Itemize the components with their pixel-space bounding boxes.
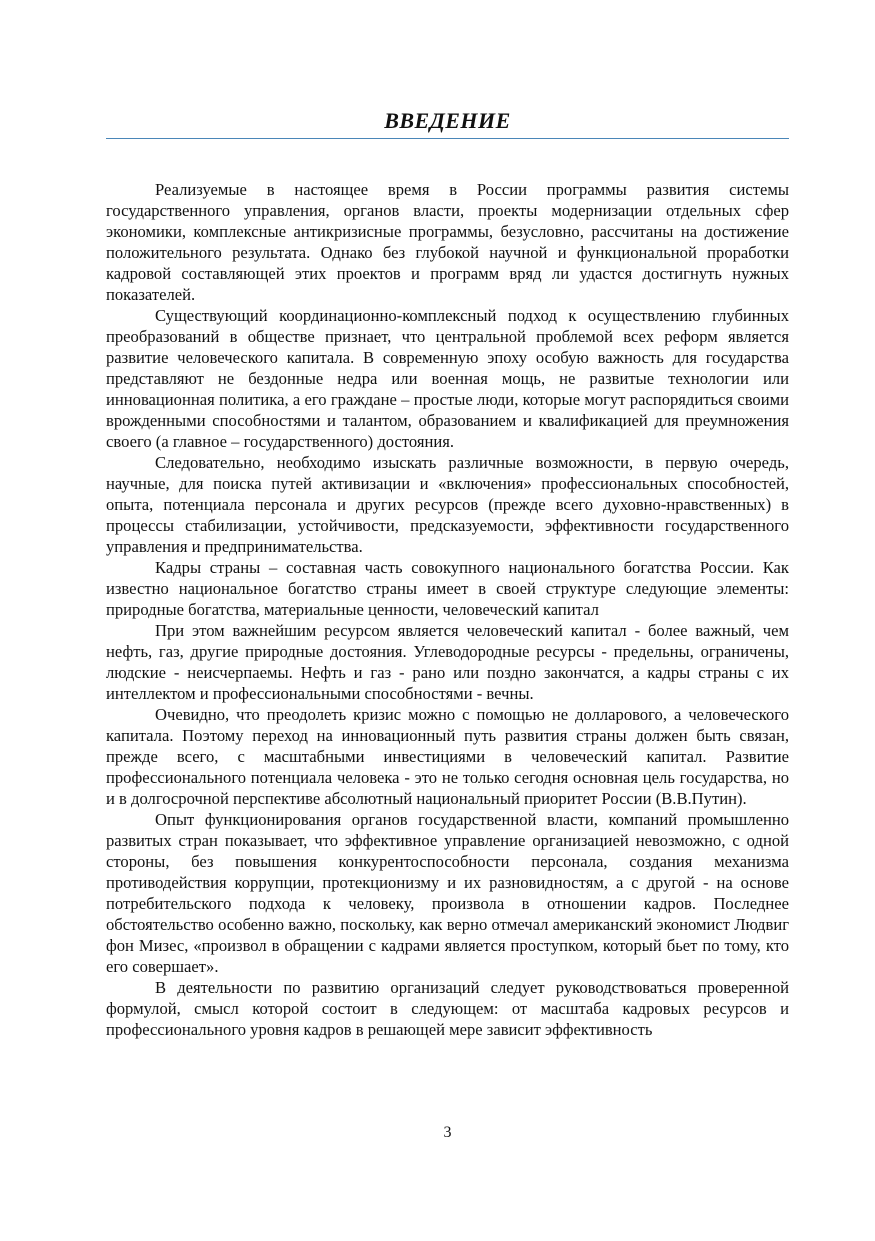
paragraph: Опыт функционирования органов государственной власти, компаний промышленно развитых стран показывает, что эффективное управление организацией невозможно, с одной стороны, без повышения конкурентоспособности персонала, создания механизма противодействия коррупции, протекционизму и их разновидностям, а с другой - на основе потребительского подхода к человеку, произвола в отношении кадров. Последнее обстоятельство особенно важно, поскольку, как верно отмечал американский экономист Людвиг фон Мизес, «произвол в обращении с кадрами является проступком, который бьет по тому, кто его совершает». — [106, 810, 789, 976]
page-number: 3 — [443, 1124, 452, 1141]
title-underline — [106, 138, 789, 139]
paragraph: Существующий координационно-комплексный подход к осуществлению глубинных преобразований в обществе признает, что центральной проблемой всех реформ является развитие человеческого капитала. В современную эпоху особую важность для государства представляют не бездонные недра или военная мощь, не развитые технологии или инновационная политика, а его граждане – простые люди, которые могут распорядиться своими врожденными способностями и талантом, образованием и квалификацией для преумножения своего (а главное – государственного) достояния. — [106, 306, 789, 451]
paragraph: Реализуемые в настоящее время в России программы развития системы государственного управления, органов власти, проекты модернизации отдельных сфер экономики, комплексные антикризисные программы, безусловно, рассчитаны на достижение положительного результата. Однако без глубокой научной и функциональной проработки кадровой составляющей этих проектов и программ вряд ли удастся достигнуть нужных показателей. — [106, 180, 789, 304]
page-title: ВВЕДЕНИЕ — [384, 108, 511, 133]
paragraph: Следовательно, необходимо изыскать различные возможности, в первую очередь, научные, для поиска путей активизации и «включения» профессиональных способностей, опыта, потенциала персонала и других ресурсов (прежде всего духовно-нравственных) в процессы стабилизации, устойчивости, предсказуемости, эффективности государственного управления и предпринимательства. — [106, 453, 789, 556]
paragraph: При этом важнейшим ресурсом является человеческий капитал - более важный, чем нефть, газ, другие природные достояния. Углеводородные ресурсы - предельны, ограничены, людские - неисчерпаемы. Нефть и газ - рано или поздно закончатся, а кадры страны с их интеллектом и профессиональными способностями - вечны. — [106, 621, 789, 703]
body-text — [106, 179, 789, 1040]
paragraph: Очевидно, что преодолеть кризис можно с помощью не долларового, а человеческого капитала. Поэтому переход на инновационный путь развития страны должен быть связан, прежде всего, с масштабными инвестициями в человеческий капитал. Развитие профессионального потенциала человека - это не только сегодня основная цель государства, но и в долгосрочной перспективе абсолютный национальный приоритет России (В.В.Путин). — [106, 705, 789, 808]
paragraph: В деятельности по развитию организаций следует руководствоваться проверенной формулой, смысл которой состоит в следующем: от масштаба кадровых ресурсов и профессионального уровня кадров в решающей мере зависит эффективность — [106, 978, 789, 1039]
paragraph: Кадры страны – составная часть совокупного национального богатства России. Как известно национальное богатство страны имеет в своей структуре следующие элементы: природные богатства, материальные ценности, человеческий капитал — [106, 558, 789, 619]
